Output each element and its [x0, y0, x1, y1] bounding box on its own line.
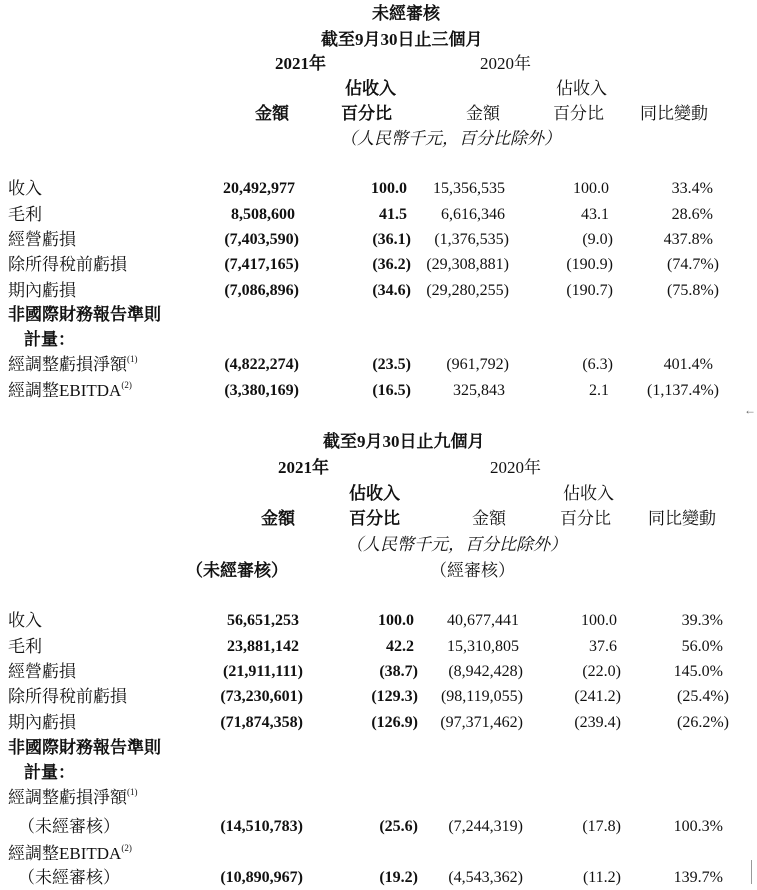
- cell-amount-2020: 6,616,346: [441, 206, 505, 223]
- cell-amount-2020: 40,677,441: [447, 612, 519, 629]
- cell-pct-2020: 100.0: [573, 180, 609, 197]
- row-label: 經營虧損: [8, 230, 76, 249]
- cell-pct-2021: (23.5): [372, 356, 411, 373]
- cell-amount-2020: (8,942,428): [448, 663, 523, 680]
- section2-period-title: 截至9月30日止九個月: [323, 432, 485, 451]
- cell-yoy: 28.6%: [671, 206, 713, 223]
- section2-pct-top-2020: 佔收入: [563, 484, 614, 503]
- section2-pct-2020: 百分比: [560, 509, 611, 528]
- cell-amount-2020: (961,792): [446, 356, 509, 373]
- cell-yoy: 56.0%: [681, 638, 723, 655]
- section2-pct-top-2021: 佔收入: [349, 484, 400, 503]
- cell-amount-2021: 23,881,142: [227, 638, 299, 655]
- cell-amount-2021: 56,651,253: [227, 612, 299, 629]
- cell-pct-2021: 42.2: [386, 638, 414, 655]
- cell-pct-2021: 41.5: [379, 206, 407, 223]
- cell-amount-2020: (29,280,255): [426, 282, 509, 299]
- cell-yoy: (26.2%): [677, 714, 729, 731]
- footnote-marker: (1): [127, 354, 138, 364]
- row-label: 除所得稅前虧損: [8, 255, 127, 274]
- cell-pct-2021: (34.6): [372, 282, 411, 299]
- row-label: 經營虧損: [8, 662, 76, 681]
- row-label: 毛利: [8, 205, 42, 224]
- section2-amount-2021: 金額: [261, 509, 295, 528]
- row-label: 期內虧損: [8, 713, 76, 732]
- section2-amount-2020: 金額: [472, 509, 506, 528]
- cell-yoy: 145.0%: [673, 663, 723, 680]
- section2-year-2021: 2021年: [278, 458, 329, 477]
- row-label: 期內虧損: [8, 281, 76, 300]
- cell-pct-2020: 2.1: [589, 382, 609, 399]
- cell-yoy: 33.4%: [671, 180, 713, 197]
- row-label: （未經審核）: [18, 868, 120, 887]
- cell-amount-2020: (97,371,462): [440, 714, 523, 731]
- cell-amount-2021: (4,822,274): [224, 356, 299, 373]
- page-edge-mark: [751, 860, 752, 884]
- cell-amount-2020: 15,310,805: [447, 638, 519, 655]
- section2-pct-2021: 百分比: [349, 509, 400, 528]
- cell-yoy: 100.3%: [673, 818, 723, 835]
- cell-yoy: (74.7%): [667, 256, 719, 273]
- section1-pct-2020: 百分比: [553, 104, 604, 123]
- cell-yoy: (25.4%): [677, 688, 729, 705]
- nonifrs-heading: 非國際財務報告準則: [8, 738, 161, 757]
- cell-amount-2021: 20,492,977: [223, 180, 295, 197]
- cell-pct-2020: (239.4): [574, 714, 621, 731]
- cell-amount-2021: (7,417,165): [224, 256, 299, 273]
- cell-amount-2020: (98,119,055): [440, 688, 523, 705]
- cell-pct-2021: (19.2): [379, 869, 418, 886]
- cell-amount-2021: (14,510,783): [220, 818, 303, 835]
- cell-amount-2021: 8,508,600: [231, 206, 295, 223]
- cell-pct-2020: 37.6: [589, 638, 617, 655]
- adjusted-ebitda-label: 經調整EBITDA$^{(2)}$: [8, 843, 132, 863]
- section1-pct-2021: 百分比: [341, 104, 392, 123]
- cell-pct-2020: (17.8): [582, 818, 621, 835]
- cell-yoy: (75.8%): [667, 282, 719, 299]
- cell-yoy: (1,137.4%): [647, 382, 719, 399]
- section2-year-2020: 2020年: [490, 458, 541, 477]
- left-arrow-icon: ←: [744, 403, 756, 417]
- cell-pct-2021: (25.6): [379, 818, 418, 835]
- cell-pct-2020: (241.2): [574, 688, 621, 705]
- cell-pct-2021: (16.5): [372, 382, 411, 399]
- section1-yoy: 同比變動: [640, 104, 708, 123]
- cell-yoy: 437.8%: [663, 231, 713, 248]
- section1-period-title: 截至9月30日止三個月: [321, 30, 483, 49]
- section1-amount-2020: 金額: [466, 104, 500, 123]
- cell-pct-2020: (190.9): [566, 256, 613, 273]
- cell-amount-2021: (10,890,967): [220, 869, 303, 886]
- section2-unit-note: （人民幣千元，百分比除外）: [346, 535, 567, 554]
- cell-yoy: 39.3%: [681, 612, 723, 629]
- row-label: 收入: [8, 179, 42, 198]
- cell-pct-2020: (9.0): [582, 231, 613, 248]
- section2-yoy: 同比變動: [648, 509, 716, 528]
- cell-pct-2020: (11.2): [582, 869, 621, 886]
- cell-amount-2020: (1,376,535): [434, 231, 509, 248]
- footnote-marker: (1): [127, 787, 138, 797]
- footnote-marker: (2): [121, 843, 132, 853]
- section1-unaudited-title: 未經審核: [372, 4, 440, 23]
- cell-amount-2020: (29,308,881): [426, 256, 509, 273]
- cell-pct-2020: (22.0): [582, 663, 621, 680]
- cell-pct-2021: (129.3): [371, 688, 418, 705]
- row-label: 除所得稅前虧損: [8, 687, 127, 706]
- cell-amount-2021: (73,230,601): [220, 688, 303, 705]
- cell-amount-2020: 325,843: [453, 382, 505, 399]
- cell-pct-2020: 43.1: [581, 206, 609, 223]
- cell-amount-2020: (4,543,362): [448, 869, 523, 886]
- cell-pct-2020: 100.0: [581, 612, 617, 629]
- cell-yoy: 139.7%: [673, 869, 723, 886]
- adjusted-net-loss-label: 經調整虧損淨額$^{(1)}$: [8, 787, 138, 807]
- cell-pct-2021: (38.7): [379, 663, 418, 680]
- section1-year-2020: 2020年: [480, 54, 531, 73]
- cell-pct-2020: (190.7): [566, 282, 613, 299]
- section2-audit-2021: （未經審核）: [186, 561, 288, 580]
- section1-amount-2021: 金額: [255, 104, 289, 123]
- cell-pct-2021: (36.1): [372, 231, 411, 248]
- cell-yoy: 401.4%: [663, 356, 713, 373]
- footnote-marker: (2): [121, 380, 132, 390]
- cell-amount-2021: (3,380,169): [224, 382, 299, 399]
- row-label: （未經審核）: [18, 817, 120, 836]
- cell-amount-2021: (71,874,358): [220, 714, 303, 731]
- section1-pct-top-2021: 佔收入: [345, 79, 396, 98]
- section2-audit-2020: （經審核）: [430, 561, 515, 580]
- cell-amount-2020: (7,244,319): [448, 818, 523, 835]
- cell-amount-2021: (7,403,590): [224, 231, 299, 248]
- cell-pct-2021: 100.0: [378, 612, 414, 629]
- cell-pct-2021: (36.2): [372, 256, 411, 273]
- cell-pct-2021: 100.0: [371, 180, 407, 197]
- nonifrs-subheading: 計量：: [24, 763, 75, 782]
- section1-year-2021: 2021年: [275, 54, 326, 73]
- cell-amount-2021: (21,911,111): [222, 663, 303, 680]
- nonifrs-heading: 非國際財務報告準則: [8, 305, 161, 324]
- row-label: 經調整虧損淨額$^{(1)}$: [8, 354, 138, 374]
- cell-pct-2020: (6.3): [582, 356, 613, 373]
- row-label: 經調整EBITDA$^{(2)}$: [8, 380, 132, 400]
- cell-amount-2021: (7,086,896): [224, 282, 299, 299]
- row-label: 收入: [8, 611, 42, 630]
- cell-pct-2021: (126.9): [371, 714, 418, 731]
- cell-amount-2020: 15,356,535: [433, 180, 505, 197]
- section1-pct-top-2020: 佔收入: [556, 79, 607, 98]
- row-label: 毛利: [8, 637, 42, 656]
- section1-unit-note: （人民幣千元，百分比除外）: [340, 129, 561, 148]
- nonifrs-subheading: 計量：: [24, 330, 75, 349]
